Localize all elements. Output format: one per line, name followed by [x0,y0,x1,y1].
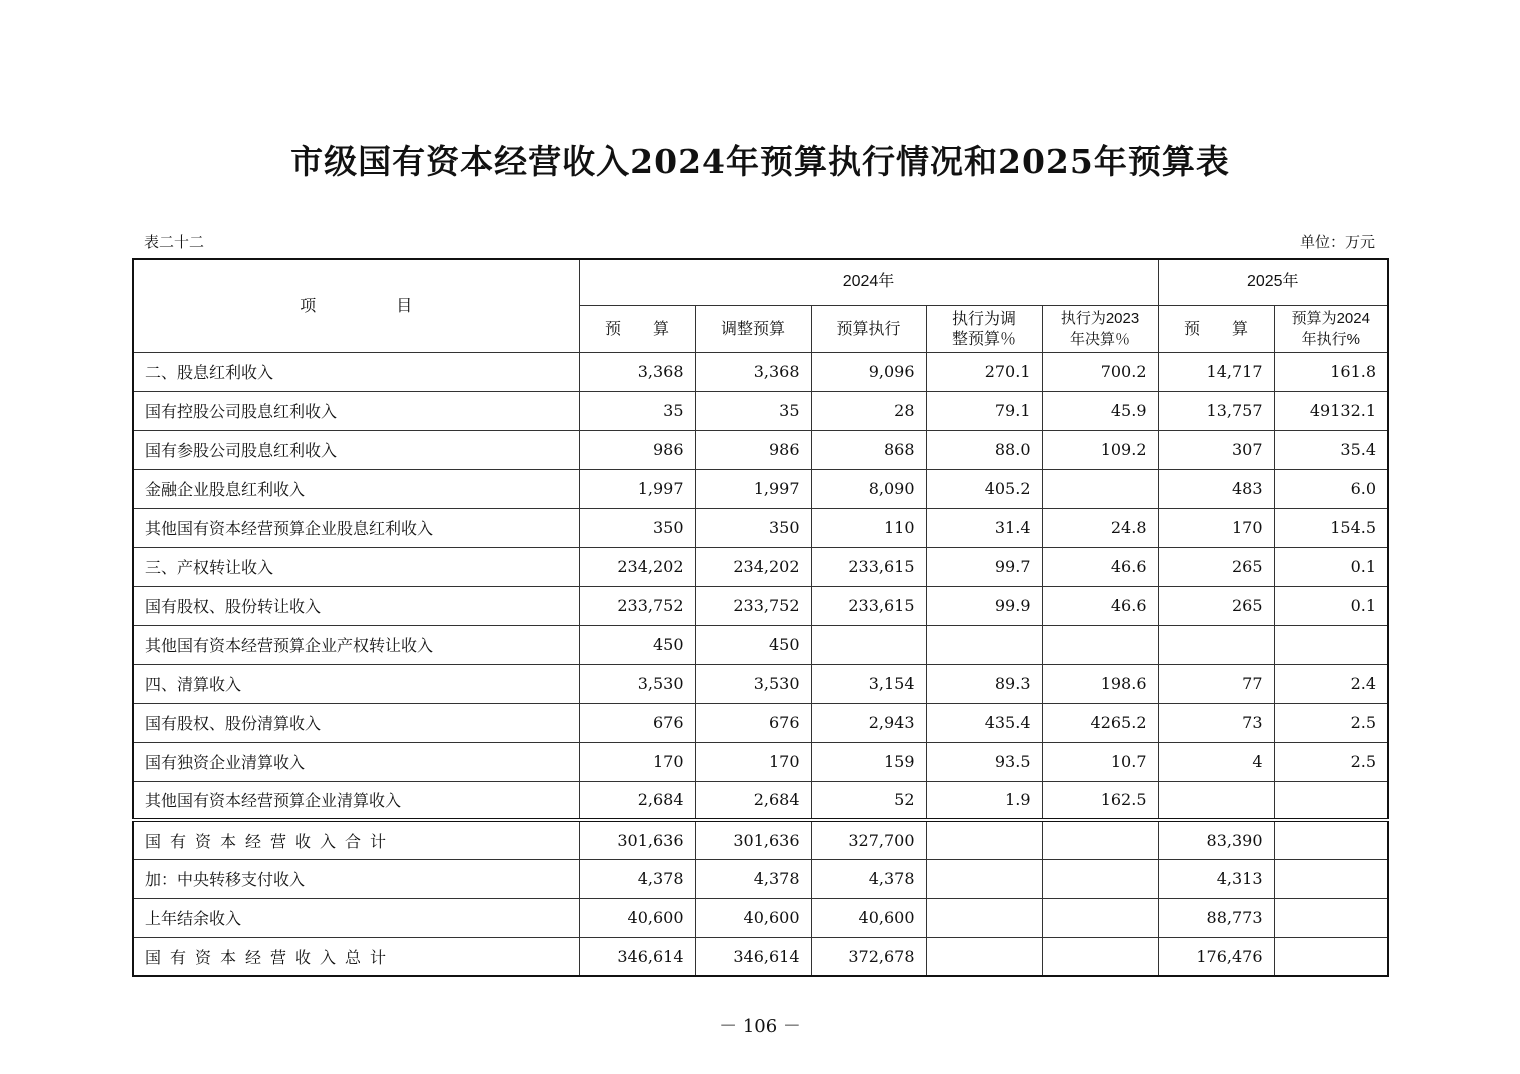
cell-pct-2023: 10.7 [1042,742,1158,781]
row-label: 其他国有资本经营预算企业股息红利收入 [133,508,579,547]
cell-adjusted-budget: 346,614 [695,937,811,976]
header-pct-adjusted [926,305,1042,352]
cell-pct-adjusted [926,625,1042,664]
cell-pct-adjusted: 89.3 [926,664,1042,703]
cell-pct-2023: 700.2 [1042,352,1158,391]
header-pct-2023-line2: 年决算％ [1069,330,1130,348]
header-year-2025: 2025年 [1158,259,1388,305]
cell-pct-2023: 198.6 [1042,664,1158,703]
cell-pct-2023: 46.6 [1042,547,1158,586]
cell-execution: 8,090 [811,469,926,508]
header-pct-adjusted-line2: 整预算％ [951,328,1016,348]
cell-budget: 4,378 [579,859,695,898]
header-budget: 预 算 [579,305,695,352]
row-label: 其他国有资本经营预算企业清算收入 [133,781,579,820]
cell-budget: 3,368 [579,352,695,391]
cell-pct-adjusted: 31.4 [926,508,1042,547]
row-label: 国有参股公司股息红利收入 [133,430,579,469]
page-title: 市级国有资本经营收入2024年预算执行情况和2025年预算表 [290,142,1230,181]
table-row [133,430,1388,469]
header-budget-2025: 预 算 [1158,305,1274,352]
cell-pct-2024 [1274,625,1388,664]
cell-budget: 346,614 [579,937,695,976]
page-number: － 106 － [719,1016,801,1037]
cell-budget: 233,752 [579,586,695,625]
table-row [133,586,1388,625]
cell-budget: 40,600 [579,898,695,937]
header-pct-2023 [1042,305,1158,352]
cell-pct-adjusted [926,820,1042,859]
cell-budget-2025: 77 [1158,664,1274,703]
cell-budget-2025: 4,313 [1158,859,1274,898]
cell-pct-adjusted: 93.5 [926,742,1042,781]
cell-pct-2024: 6.0 [1274,469,1388,508]
cell-budget-2025: 265 [1158,547,1274,586]
cell-adjusted-budget: 234,202 [695,547,811,586]
cell-pct-2024: 2.5 [1274,742,1388,781]
cell-pct-adjusted: 1.9 [926,781,1042,820]
cell-pct-2024: 161.8 [1274,352,1388,391]
cell-adjusted-budget: 2,684 [695,781,811,820]
cell-budget-2025: 83,390 [1158,820,1274,859]
table-row [133,820,1388,859]
table-row [133,781,1388,820]
row-label: 国有股权、股份转让收入 [133,586,579,625]
cell-budget: 301,636 [579,820,695,859]
cell-budget-2025: 483 [1158,469,1274,508]
cell-execution: 327,700 [811,820,926,859]
header-pct-2024-line2: 年执行% [1301,330,1360,348]
cell-pct-adjusted: 270.1 [926,352,1042,391]
cell-pct-adjusted: 88.0 [926,430,1042,469]
cell-budget: 986 [579,430,695,469]
table-row [133,547,1388,586]
cell-pct-2024 [1274,781,1388,820]
cell-adjusted-budget: 301,636 [695,820,811,859]
cell-budget: 2,684 [579,781,695,820]
cell-pct-2023 [1042,898,1158,937]
cell-adjusted-budget: 676 [695,703,811,742]
cell-budget: 170 [579,742,695,781]
table-row [133,742,1388,781]
cell-budget-2025: 307 [1158,430,1274,469]
cell-adjusted-budget: 3,530 [695,664,811,703]
cell-budget: 234,202 [579,547,695,586]
cell-pct-2023: 109.2 [1042,430,1158,469]
cell-execution: 233,615 [811,547,926,586]
cell-budget: 450 [579,625,695,664]
cell-pct-2023: 162.5 [1042,781,1158,820]
cell-pct-2024: 154.5 [1274,508,1388,547]
table-row [133,391,1388,430]
cell-pct-adjusted: 405.2 [926,469,1042,508]
row-label: 国有资本经营收入合计 [133,820,579,859]
table-row [133,625,1388,664]
cell-execution: 4,378 [811,859,926,898]
cell-execution: 40,600 [811,898,926,937]
row-label: 其他国有资本经营预算企业产权转让收入 [133,625,579,664]
cell-budget-2025: 14,717 [1158,352,1274,391]
table-body [133,352,1388,976]
cell-execution: 110 [811,508,926,547]
cell-budget: 35 [579,391,695,430]
cell-execution: 3,154 [811,664,926,703]
cell-budget-2025 [1158,625,1274,664]
cell-pct-adjusted [926,937,1042,976]
cell-pct-2023 [1042,625,1158,664]
cell-execution: 372,678 [811,937,926,976]
header-pct-adjusted-line1: 执行为调 [951,308,1016,328]
table-row [133,664,1388,703]
cell-budget-2025: 13,757 [1158,391,1274,430]
cell-budget-2025: 176,476 [1158,937,1274,976]
header-year-2024: 2024年 [579,259,1158,305]
row-label: 二、股息红利收入 [133,352,579,391]
cell-pct-2024 [1274,859,1388,898]
row-label: 三、产权转让收入 [133,547,579,586]
cell-pct-2024: 0.1 [1274,586,1388,625]
cell-pct-2024: 35.4 [1274,430,1388,469]
header-adjusted-budget: 调整预算 [695,305,811,352]
cell-pct-2023 [1042,469,1158,508]
table-header [133,259,1388,352]
cell-budget: 1,997 [579,469,695,508]
cell-budget-2025: 73 [1158,703,1274,742]
header-pct-2024-line1: 预算为2024 [1291,309,1370,327]
cell-pct-2024: 2.5 [1274,703,1388,742]
cell-adjusted-budget: 40,600 [695,898,811,937]
header-pct-2024 [1274,305,1388,352]
header-item: 项 目 [133,259,579,352]
cell-pct-adjusted [926,859,1042,898]
table-row [133,703,1388,742]
unit-label: 单位：万元 [1299,233,1375,251]
cell-budget-2025 [1158,781,1274,820]
cell-pct-2023: 4265.2 [1042,703,1158,742]
table-number: 表二十二 [144,233,205,251]
cell-adjusted-budget: 350 [695,508,811,547]
cell-pct-2023: 45.9 [1042,391,1158,430]
cell-adjusted-budget: 170 [695,742,811,781]
cell-pct-2023: 24.8 [1042,508,1158,547]
row-label: 金融企业股息红利收入 [133,469,579,508]
table-row [133,508,1388,547]
cell-execution: 868 [811,430,926,469]
cell-adjusted-budget: 4,378 [695,859,811,898]
row-label: 国有独资企业清算收入 [133,742,579,781]
cell-adjusted-budget: 35 [695,391,811,430]
cell-adjusted-budget: 3,368 [695,352,811,391]
cell-pct-2023: 46.6 [1042,586,1158,625]
cell-pct-2023 [1042,937,1158,976]
cell-pct-2024 [1274,937,1388,976]
cell-budget: 3,530 [579,664,695,703]
cell-adjusted-budget: 233,752 [695,586,811,625]
cell-pct-adjusted: 99.9 [926,586,1042,625]
cell-pct-adjusted: 79.1 [926,391,1042,430]
table-row [133,937,1388,976]
row-label: 加：中央转移支付收入 [133,859,579,898]
row-label: 国有股权、股份清算收入 [133,703,579,742]
cell-pct-2024 [1274,820,1388,859]
cell-pct-2023 [1042,820,1158,859]
cell-execution: 28 [811,391,926,430]
cell-adjusted-budget: 986 [695,430,811,469]
cell-pct-adjusted: 435.4 [926,703,1042,742]
cell-execution: 233,615 [811,586,926,625]
header-pct-2023-line1: 执行为2023 [1060,309,1140,327]
cell-budget-2025: 4 [1158,742,1274,781]
cell-execution [811,625,926,664]
cell-execution: 52 [811,781,926,820]
table-row [133,859,1388,898]
budget-table [132,258,1389,977]
cell-execution: 2,943 [811,703,926,742]
cell-pct-2023 [1042,859,1158,898]
row-label: 国有控股公司股息红利收入 [133,391,579,430]
cell-pct-2024 [1274,898,1388,937]
header-execution: 预算执行 [811,305,926,352]
cell-pct-2024: 49132.1 [1274,391,1388,430]
cell-pct-adjusted: 99.7 [926,547,1042,586]
cell-pct-2024: 2.4 [1274,664,1388,703]
table-row [133,469,1388,508]
cell-budget: 676 [579,703,695,742]
cell-budget-2025: 265 [1158,586,1274,625]
cell-adjusted-budget: 450 [695,625,811,664]
cell-budget: 350 [579,508,695,547]
cell-pct-2024: 0.1 [1274,547,1388,586]
cell-budget-2025: 88,773 [1158,898,1274,937]
table-row [133,898,1388,937]
cell-adjusted-budget: 1,997 [695,469,811,508]
cell-execution: 9,096 [811,352,926,391]
cell-execution: 159 [811,742,926,781]
row-label: 上年结余收入 [133,898,579,937]
row-label: 国有资本经营收入总计 [133,937,579,976]
row-label: 四、清算收入 [133,664,579,703]
cell-budget-2025: 170 [1158,508,1274,547]
cell-pct-adjusted [926,898,1042,937]
table-row [133,352,1388,391]
